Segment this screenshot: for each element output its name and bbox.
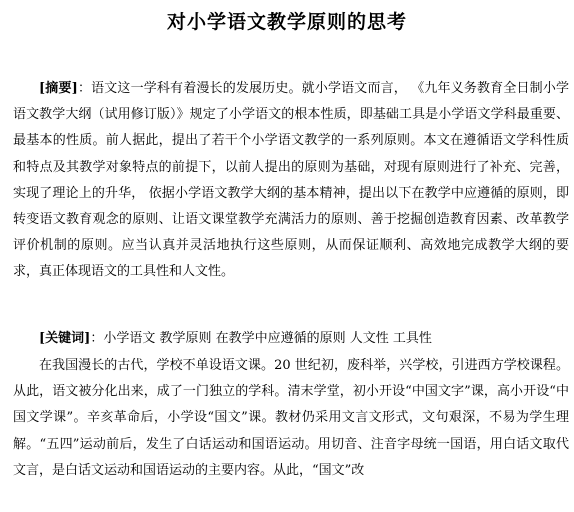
keywords-label: [关键词] [39, 331, 91, 346]
abstract-text: ：语文这一学科有着漫长的发展历史。就小学语文而言， 《九年义务教育全日制小学语文教学大纲（试用修订版）》规定了小学语文的根本性质，即基础工具是小学语文学科最重要、最基本的性质。前人据此，提出了若干个小学语文教学的一系列原则。本文在遵循语文学科性质和特点及其教学对象特点的前提下，以前人提出的原则为基础，对现有原则进行了补充、完善，实现了理论上的升华， 依据小学语文教学大纲的基本精神，提出以下在教学中应遵循的原则，即转变语文教育观念的原则、让语文课堂教学充满活力的原则、善于挖掘创造教育因素、改革教学评价机制的原则。应当认真并灵活地执行这些原则，从而保证顺利、高效地完成教学大纲的要求，真正体现语文的工具性和人文性。 [13, 81, 569, 280]
document-title: 对小学语文教学原则的思考 [166, 11, 407, 33]
body-paragraph: 在我国漫长的古代，学校不单设语文课。20 世纪初，废科举，兴学校，引进西方学校课程。从此，语文被分化出来，成了一门独立的学科。清末学堂，初小开设“中国文字”课，高小开设“中国文学课”。辛亥革命后，小学设“国文”课。教材仍采用文言文形式，文句艰深，不易为学生理解。“五四”运动前后，发生了白话运动和国语运动。用切音、注音字母统一国语，用白话文取代文言，是白话文运动和国语运动的主要内容。从此，“国文”改 [13, 358, 569, 478]
keywords-text: ：小学语文 教学原则 在教学中应遵循的原则 人文性 工具性 [90, 331, 432, 346]
page-edge [569, 0, 574, 512]
keywords-paragraph [13, 326, 569, 352]
abstract-label: [摘要] [39, 81, 78, 96]
abstract-paragraph [13, 76, 569, 286]
